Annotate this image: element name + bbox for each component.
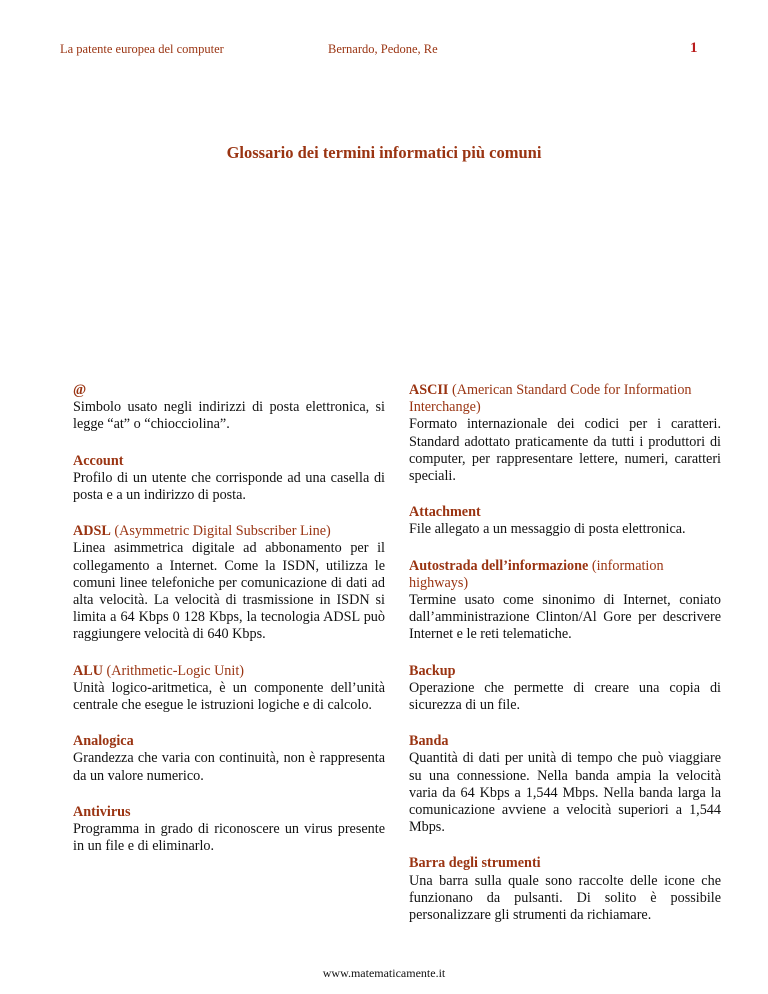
glossary-term: @ xyxy=(73,382,87,398)
glossary-definition: Grandezza che varia con continuità, non è rappresenta da un valore numerico. xyxy=(73,750,385,784)
glossary-term: ADSL (Asymmetric Digital Subscriber Line) xyxy=(73,523,331,540)
glossary-definition: Linea asimmetrica digitale ad abbonamento per il collegamento a Internet. Come la ISDN, utilizza le comuni linee telefoniche per comunicazione di dati ad alta velocità. La velocità di trasmissione in ISDN si limita a 64 Kbps 0 128 Kbps, la tecnologia ADSL può raggiungere velocità di 640 Kbps. xyxy=(73,540,385,643)
glossary-definition: Termine usato come sinonimo di Internet, coniato dall’amministrazione Clinton/Al Gore per descrivere Internet e le reti telematiche. xyxy=(409,592,721,643)
glossary-term: Analogica xyxy=(73,733,134,750)
glossary-term: ASCII (American Standard Code for Information Interchange) xyxy=(409,382,692,416)
glossary-term: Barra degli strumenti xyxy=(409,855,541,872)
glossary-entry xyxy=(73,453,385,505)
glossary-column-right xyxy=(409,382,721,943)
glossary-term: Autostrada dell’informazione (information highways) xyxy=(409,557,664,591)
glossary-entry xyxy=(409,663,721,715)
header-left: La patente europea del computer xyxy=(60,42,224,56)
glossary-definition: Unità logico-aritmetica, è un componente dell’unità centrale che esegue le istruzioni logiche e di calcolo. xyxy=(73,679,385,714)
page-title: Glossario dei termini informatici più comuni xyxy=(226,143,542,162)
glossary-term: ALU (Arithmetic-Logic Unit) xyxy=(73,662,245,679)
glossary-column-left xyxy=(73,382,385,874)
footer-url: www.matematicamente.it xyxy=(322,966,446,980)
glossary-definition: Profilo di un utente che corrisponde ad una casella di posta e a un indirizzo di posta. xyxy=(73,469,385,504)
glossary-entry xyxy=(73,523,385,643)
glossary-definition: Operazione che permette di creare una copia di sicurezza di un file. xyxy=(409,679,721,714)
page-number: 1 xyxy=(690,40,698,56)
glossary-term: Account xyxy=(73,452,124,469)
glossary-term: Antivirus xyxy=(73,803,131,820)
glossary-term: Backup xyxy=(409,662,456,679)
glossary-definition: Formato internazionale dei codici per i caratteri. Standard adottato praticamente da tutti i produttori di computer, per rappresentare lettere, numeri, caratteri speciali. xyxy=(409,416,721,485)
glossary-entry xyxy=(73,382,385,434)
glossary-definition: Una barra sulla quale sono raccolte delle icone che funzionano da pulsanti. Di solito è possibile personalizzare gli strumenti da richiamare. xyxy=(409,872,721,924)
header-authors: Bernardo, Pedone, Re xyxy=(328,42,438,56)
glossary-entry xyxy=(73,733,385,785)
glossary-entry xyxy=(409,504,721,538)
glossary-term: Banda xyxy=(409,733,449,750)
glossary-entry xyxy=(73,663,385,715)
glossary-entry xyxy=(409,855,721,924)
glossary-entry xyxy=(73,804,385,856)
glossary-definition: Simbolo usato negli indirizzi di posta elettronica, si legge “at” o “chiocciolina”. xyxy=(73,399,385,433)
glossary-definition: File allegato a un messaggio di posta elettronica. xyxy=(409,521,686,538)
glossary-entry xyxy=(409,733,721,836)
glossary-definition: Quantità di dati per unità di tempo che può viaggiare su una connessione. Nella banda ampia la velocità varia da 64 Kbps a 1,544 Mbps. Nella banda larga la comunicazione avviene a velocità superiori a 1,544 Mbps. xyxy=(409,750,721,836)
glossary-entry xyxy=(409,382,721,485)
glossary-term: Attachment xyxy=(409,504,481,521)
glossary-entry xyxy=(409,558,721,644)
glossary-definition: Programma in grado di riconoscere un virus presente in un file e di eliminarlo. xyxy=(73,821,385,855)
